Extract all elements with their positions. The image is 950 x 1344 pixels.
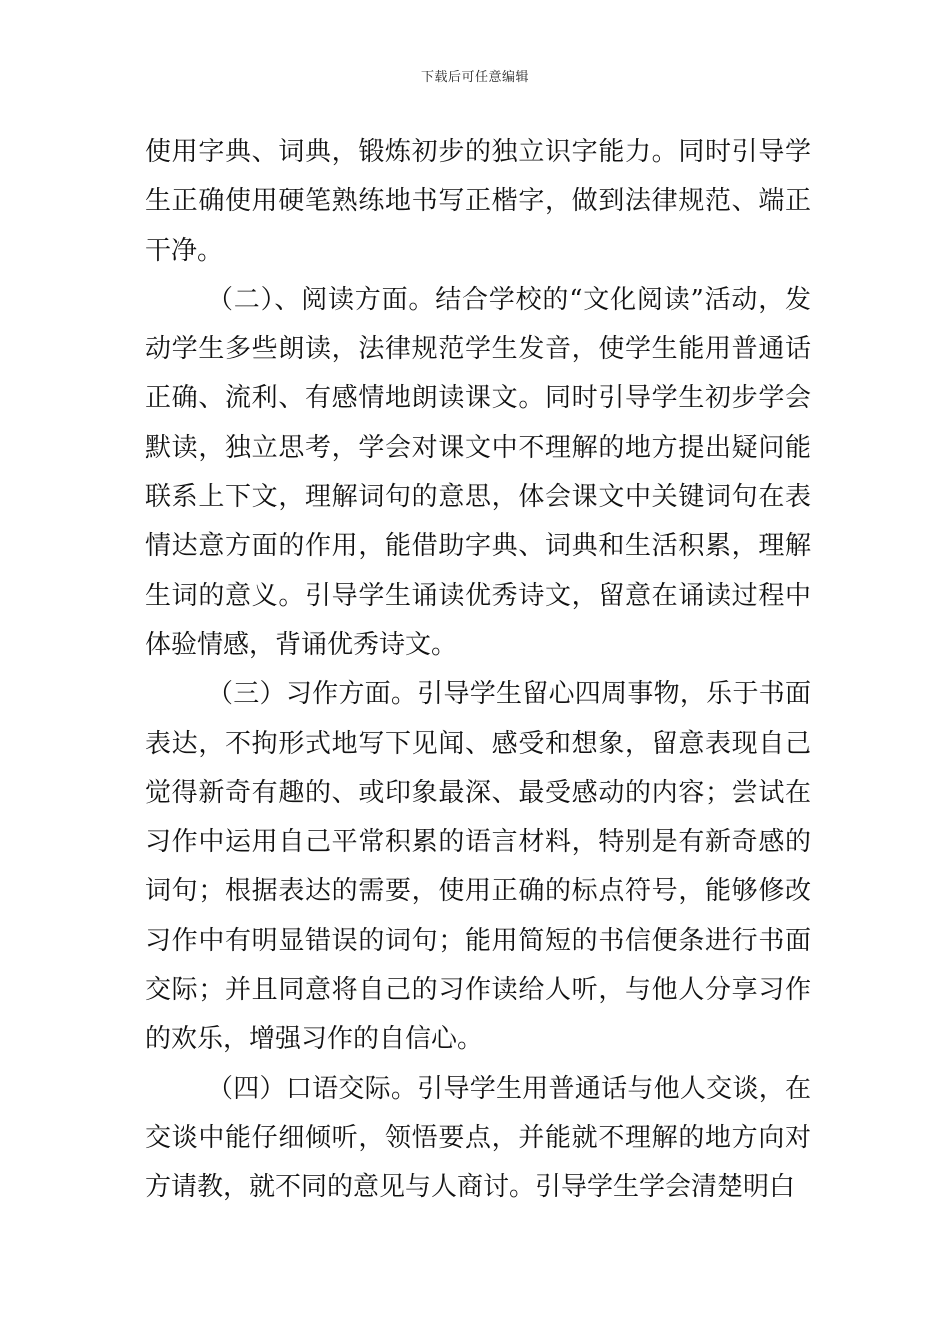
- paragraph-oral-communication: （四）口语交际。引导学生用普通话与他人交谈，在交谈中能仔细倾听，领悟要点，并能就不理解的地方向对方请教，就不同的意见与人商讨。引导学生学会清楚明白: [145, 1073, 811, 1203]
- paragraph-reading: （二）、阅读方面。结合学校的“文化阅读”活动，发动学生多些朗读，法律规范学生发音，使学生能用普通话正确、流利、有感情地朗读课文。同时引导学生初步学会默读，独立思考，学会对课文中不理解的地方提出疑问能联系上下文，理解词句的意思，体会课文中关键词句在表情达意方面的作用，能借助字典、词典和生活积累，理解生词的意义。引导学生诵读优秀诗文，留意在诵读过程中体验情感，背诵优秀诗文。: [145, 284, 811, 660]
- page-header: 下载后可任意编辑: [420, 70, 529, 85]
- paragraph-literacy-continued: 使用字典、词典，锻炼初步的独立识字能力。同时引导学生正确使用硬笔熟练地书写正楷字，做到法律规范、端正干净。: [145, 137, 811, 266]
- paragraph-writing: （三）习作方面。引导学生留心四周事物，乐于书面表达，不拘形式地写下见闻、感受和想象，留意表现自己觉得新奇有趣的、或印象最深、最受感动的内容；尝试在习作中运用自己平常积累的语言材料，特别是有新奇感的词句；根据表达的需要，使用正确的标点符号，能够修改习作中有明显错误的词句；能用简短的书信便条进行书面交际；并且同意将自己的习作读给人听，与他人分享习作的欢乐，增强习作的自信心。: [145, 679, 811, 1055]
- document-body: [145, 128, 811, 1213]
